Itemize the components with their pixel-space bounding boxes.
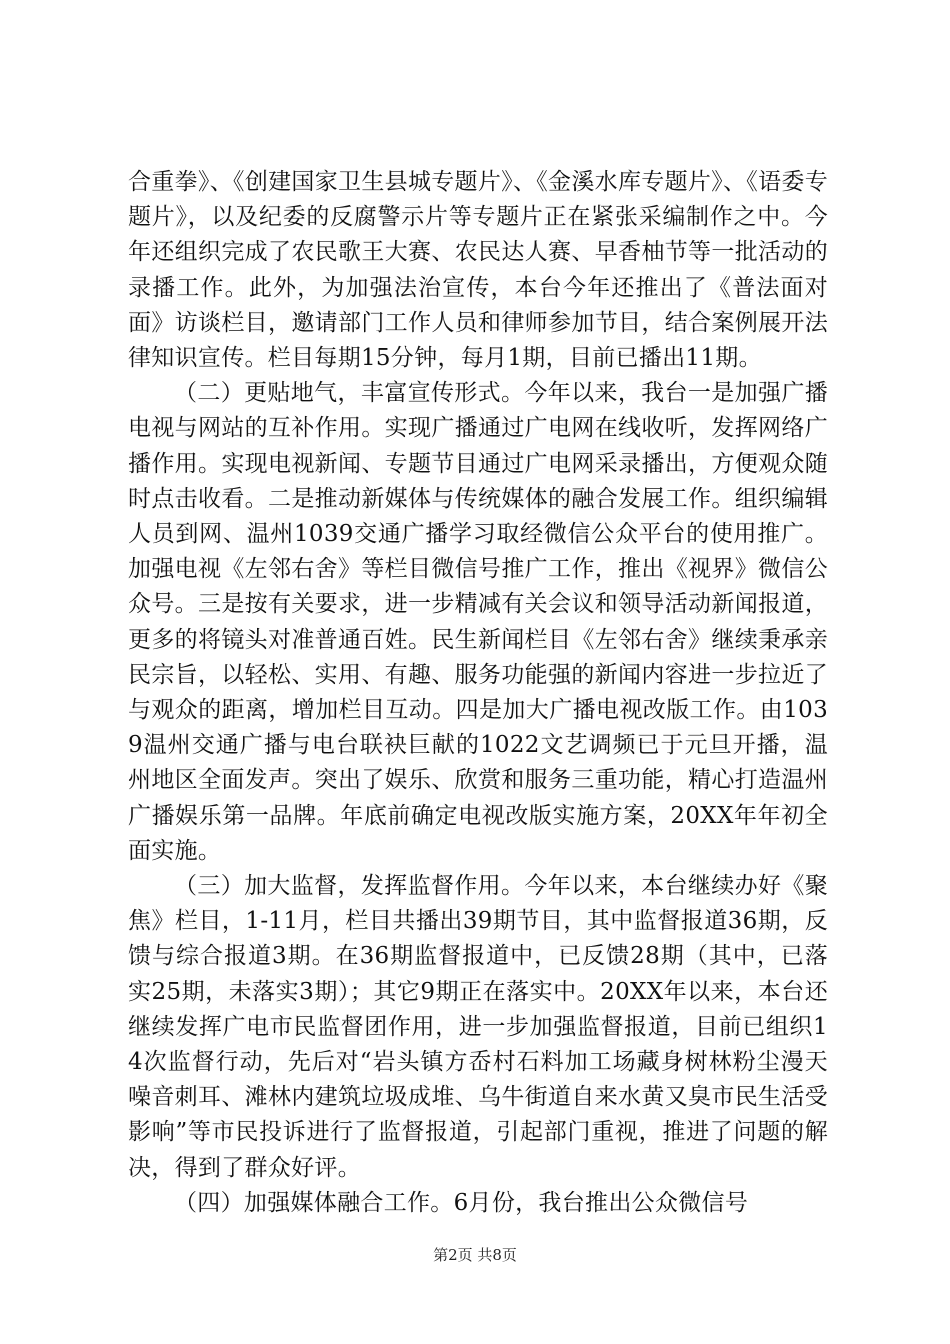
document-body: [128, 165, 828, 1221]
paragraph-2: （二）更贴地气，丰富宣传形式。今年以来，我台一是加强广播电视与网站的互补作用。实现广播通过广电网在线收听，发挥网络广播作用。实现电视新闻、专题节目通过广电网采录播出，方便观众随时点击收看。二是推动新媒体与传统媒体的融合发展工作。组织编辑人员到网、温州1039交通广播学习取经微信公众平台的使用推广。加强电视《左邻右舍》等栏目微信号推广工作，推出《视界》微信公众号。三是按有关要求，进一步精减有关会议和领导活动新闻报道，更多的将镜头对准普通百姓。民生新闻栏目《左邻右舍》继续秉承亲民宗旨，以轻松、实用、有趣、服务功能强的新闻内容进一步拉近了与观众的距离，增加栏目互动。四是加大广播电视改版工作。由1039温州交通广播与电台联袂巨献的1022文艺调频已于元旦开播，温州地区全面发声。突出了娱乐、欣赏和服务三重功能，精心打造温州广播娱乐第一品牌。年底前确定电视改版实施方案，20XX年年初全面实施。: [128, 380, 828, 864]
paragraph-1: 合重拳》、《创建国家卫生县城专题片》、《金溪水库专题片》、《语委专题片》，以及纪委的反腐警示片等专题片正在紧张采编制作之中。今年还组织完成了农民歌王大赛、农民达人赛、早香柚节等一批活动的录播工作。此外，为加强法治宣传，本台今年还推出了《普法面对面》访谈栏目，邀请部门工作人员和律师参加节目，结合案例展开法律知识宣传。栏目每期15分钟，每月1期，目前已播出11期。: [128, 169, 828, 372]
page-footer: 第2页 共8页: [433, 1246, 517, 1264]
paragraph-4: （四）加强媒体融合工作。6月份，我台推出公众微信号: [174, 1189, 749, 1216]
paragraph-3: （三）加大监督，发挥监督作用。今年以来，本台继续办好《聚焦》栏目，1-11月，栏目共播出39期节目，其中监督报道36期，反馈与综合报道3期。在36期监督报道中，已反馈28期（其中，已落实25期，未落实3期）；其它9期正在落实中。20XX年以来，本台还继续发挥广电市民监督团作用，进一步加强监督报道，目前已组织14次监督行动，先后对“岩头镇方岙村石料加工场藏身树林粉尘漫天噪音刺耳、滩林内建筑垃圾成堆、乌牛街道自来水黄又臭市民生活受影响”等市民投诉进行了监督报道，引起部门重视，推进了问题的解决，得到了群众好评。: [128, 873, 828, 1181]
